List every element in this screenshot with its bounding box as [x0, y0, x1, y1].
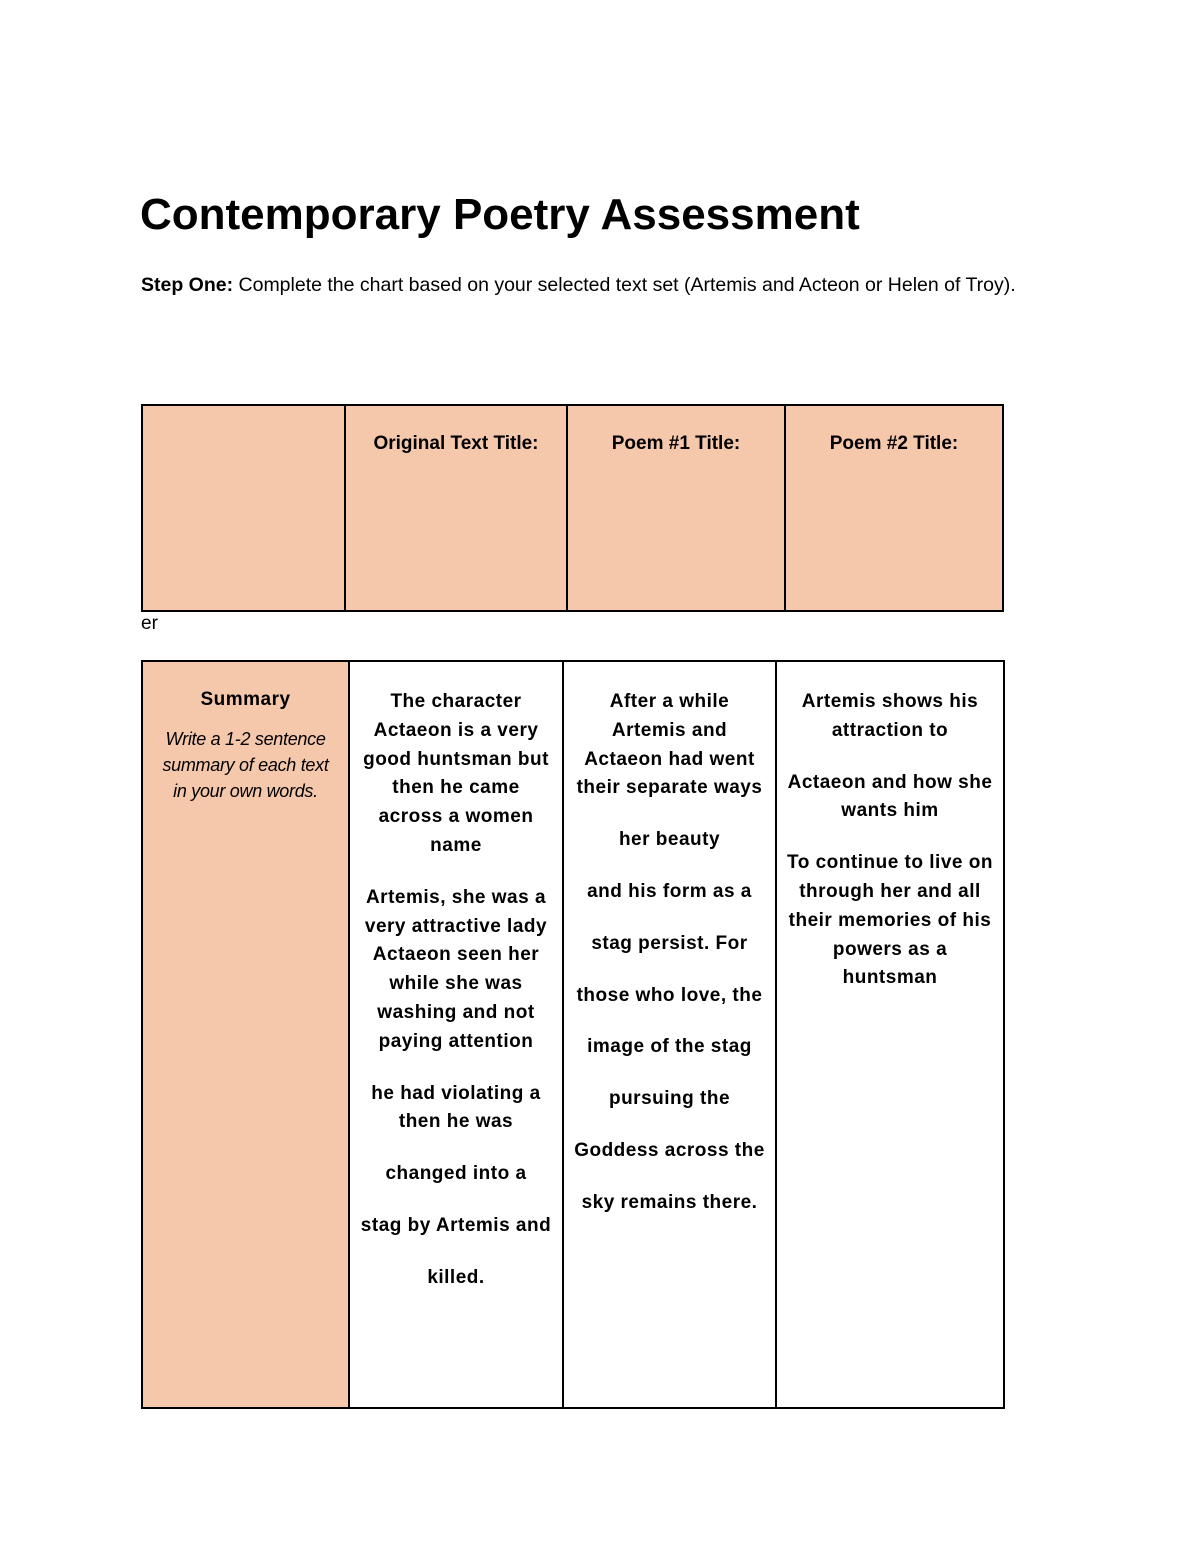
corner-cell	[142, 405, 345, 611]
summary-paragraph: sky remains there.	[581, 1191, 758, 1213]
summary-paragraph: stag persist. For	[591, 932, 748, 954]
table-row	[142, 661, 1004, 1408]
summary-instruction: Write a 1-2 sentence summary of each text in your own words.	[162, 729, 329, 801]
summary-paragraph: Actaeon and how she wants him	[787, 771, 993, 822]
poem2-title-header: Poem #2 Title:	[785, 405, 1003, 611]
summary-paragraph: Goddess across the	[574, 1139, 765, 1161]
summary-table	[141, 660, 1005, 1409]
summary-paragraph: killed.	[427, 1266, 485, 1288]
summary-paragraph: After a while Artemis and Actaeon had went their separate ways	[576, 691, 763, 799]
summary-paragraph: To continue to live on through her and all their memories of his powers as a huntsman	[787, 852, 993, 989]
summary-paragraph: he had violating a then he was	[371, 1082, 541, 1133]
poem1-summary	[563, 661, 776, 1408]
instructions	[141, 271, 1061, 300]
original-text-summary	[349, 661, 563, 1408]
summary-paragraph: pursuing the	[608, 1088, 731, 1110]
title-table	[141, 404, 1004, 612]
summary-paragraph: her beauty	[618, 829, 721, 851]
stray-text: er	[141, 613, 158, 634]
poem2-summary	[776, 661, 1004, 1408]
summary-paragraph: Artemis shows his attraction to	[801, 691, 979, 741]
step-label: Step One:	[141, 274, 234, 296]
summary-paragraph: and his form as a	[587, 880, 752, 902]
summary-paragraph: stag by Artemis and	[360, 1214, 552, 1236]
poem1-title-header: Poem #1 Title:	[567, 405, 785, 611]
summary-paragraph: Artemis, she was a very attractive lady Actaeon seen her while she was washing and not paying attention	[364, 886, 548, 1052]
summary-paragraph: image of the stag	[587, 1036, 752, 1058]
table-row	[142, 405, 1003, 611]
summary-paragraph: changed into a	[385, 1163, 527, 1185]
original-title-header: Original Text Title:	[345, 405, 567, 611]
summary-paragraph: The character Actaeon is a very good huntsman but then he came across a women name	[363, 691, 549, 856]
page-title: Contemporary Poetry Assessment	[140, 190, 860, 239]
summary-heading: Summary	[200, 689, 291, 710]
summary-label-cell	[142, 661, 349, 1408]
step-text: Complete the chart based on your selected text set (Artemis and Acteon or Helen of Troy).	[233, 274, 1016, 296]
summary-paragraph: those who love, the	[576, 984, 763, 1006]
